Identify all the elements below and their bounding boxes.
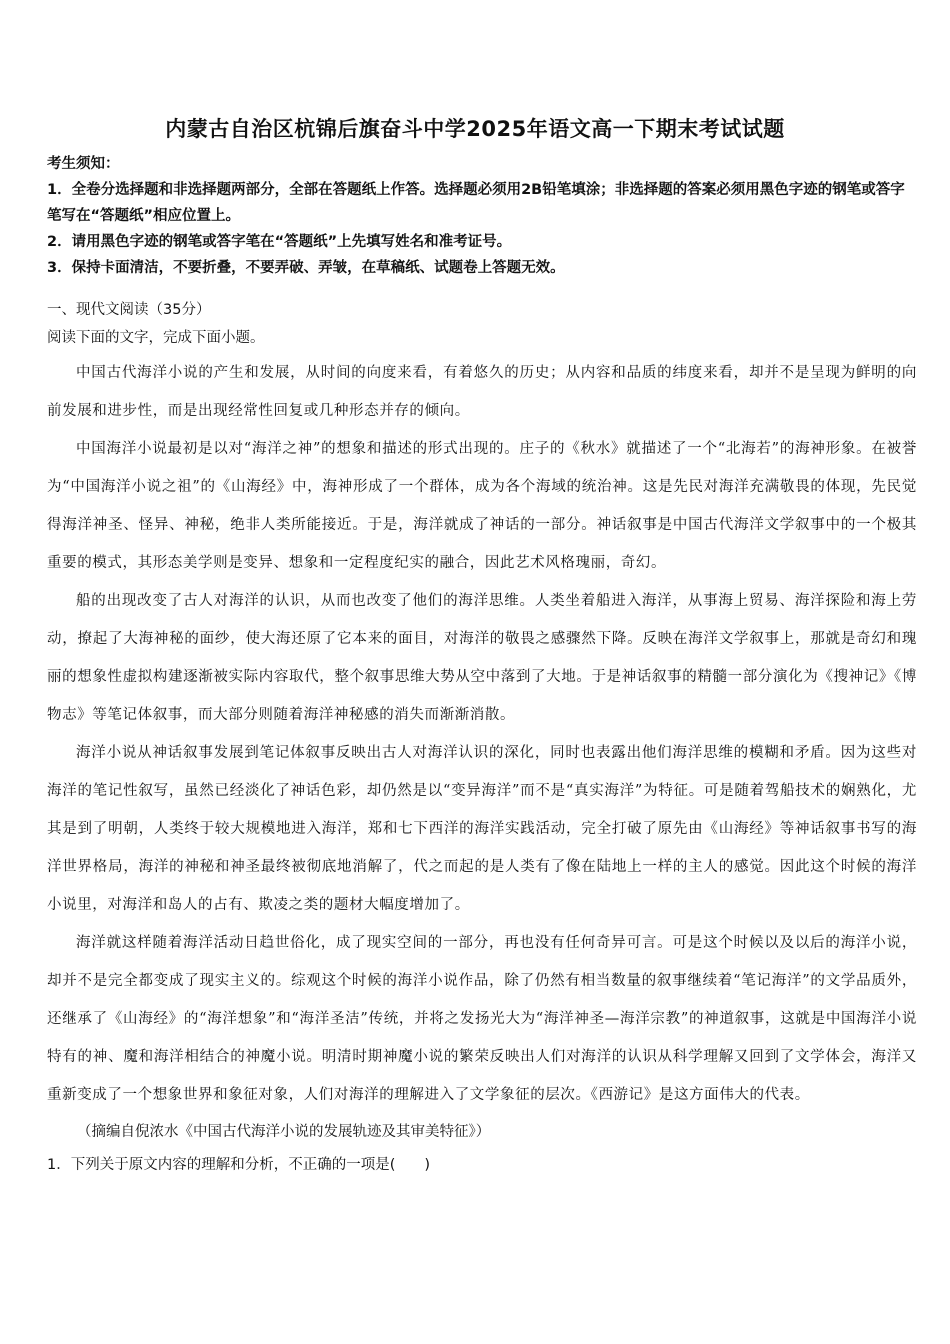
section-heading: 一、现代文阅读（35分） [47, 302, 211, 318]
question-1: 1．下列关于原文内容的理解和分析，不正确的一项是( ) [47, 1157, 431, 1173]
passage-paragraph: 海洋小说从神话叙事发展到笔记体叙事反映出古人对海洋认识的深化，同时也表露出他们海洋思维的模糊和矛盾。因为这些对海洋的笔记性叙写，虽然已经淡化了神话色彩，却仍然是以“变异海洋”而不是“真实海洋”为特征。可是随着驾船技术的娴熟化，尤其是到了明朝，人类终于较大规模地进入海洋，郑和七下西洋的海洋实践活动，完全打破了原先由《山海经》等神话叙事书写的海洋世界格局，海洋的神秘和神圣最终被彻底地消解了，代之而起的是人类有了像在陆地上一样的主人的感觉。因此这个时候的海洋小说里，对海洋和岛人的占有、欺凌之类的题材大幅度增加了。 [47, 745, 917, 913]
notice-heading: 考生须知： [47, 156, 120, 172]
notice-item: 3．保持卡面清洁，不要折叠，不要弄破、弄皱，在草稿纸、试题卷上答题无效。 [47, 260, 565, 276]
notice-item: 2．请用黑色字迹的钢笔或答字笔在“答题纸”上先填写姓名和准考证号。 [47, 234, 512, 250]
notice-item: 1．全卷分选择题和非选择题两部分，全部在答题纸上作答。选择题必须用2B铅笔填涂；非选择题的答案必须用黑色字迹的钢笔或答字笔写在“答题纸”相应位置上。 [47, 182, 905, 224]
passage-paragraph: 海洋就这样随着海洋活动日趋世俗化，成了现实空间的一部分，再也没有任何奇异可言。可是这个时候以及以后的海洋小说，却并不是完全都变成了现实主义的。综观这个时候的海洋小说作品，除了仍然有相当数量的叙事继续着“笔记海洋”的文学品质外，还继承了《山海经》的“海洋想象”和“海洋圣洁”传统，并将之发扬光大为“海洋神圣—海洋宗教”的神道叙事，这就是中国海洋小说特有的神、魔和海洋相结合的神魔小说。明清时期神魔小说的繁荣反映出人们对海洋的认识从科学理解又回到了文学体会，海洋又重新变成了一个想象世界和象征对象，人们对海洋的理解进入了文学象征的层次。《西游记》是这方面伟大的代表。 [47, 935, 917, 1103]
passage-paragraph: 中国古代海洋小说的产生和发展，从时间的向度来看，有着悠久的历史；从内容和品质的纬度来看，却并不是呈现为鲜明的向前发展和进步性，而是出现经常性回复或几种形态并存的倾向。 [47, 365, 917, 419]
section-instruction: 阅读下面的文字，完成下面小题。 [47, 330, 265, 346]
exam-notice [47, 151, 917, 281]
reading-section [47, 296, 917, 1180]
passage-paragraph: 中国海洋小说最初是以对“海洋之神”的想象和描述的形式出现的。庄子的《秋水》就描述了一个“北海若”的海神形象。在被誉为“中国海洋小说之祖”的《山海经》中，海神形成了一个群体，成为各个海域的统治神。这是先民对海洋充满敬畏的体现，先民觉得海洋神圣、怪异、神秘，绝非人类所能接近。于是，海洋就成了神话的一部分。神话叙事是中国古代海洋文学叙事中的一个极其重要的模式，其形态美学则是变异、想象和一定程度纪实的融合，因此艺术风格瑰丽，奇幻。 [47, 441, 917, 571]
passage-source: （摘编自倪浓水《中国古代海洋小说的发展轨迹及其审美特征》） [77, 1124, 491, 1140]
passage-paragraph: 船的出现改变了古人对海洋的认识，从而也改变了他们的海洋思维。人类坐着船进入海洋，从事海上贸易、海洋探险和海上劳动，撩起了大海神秘的面纱，使大海还原了它本来的面目，对海洋的敬畏之感骤然下降。反映在海洋文学叙事上，那就是奇幻和瑰丽的想象性虚拟构建逐渐被实际内容取代，整个叙事思维大势从空中落到了大地。于是神话叙事的精髓一部分演化为《搜神记》《博物志》等笔记体叙事，而大部分则随着海洋神秘感的消失而渐渐消散。 [47, 593, 917, 723]
page-title: 内蒙古自治区杭锦后旗奋斗中学2025年语文高一下期末考试试题 [165, 117, 785, 141]
